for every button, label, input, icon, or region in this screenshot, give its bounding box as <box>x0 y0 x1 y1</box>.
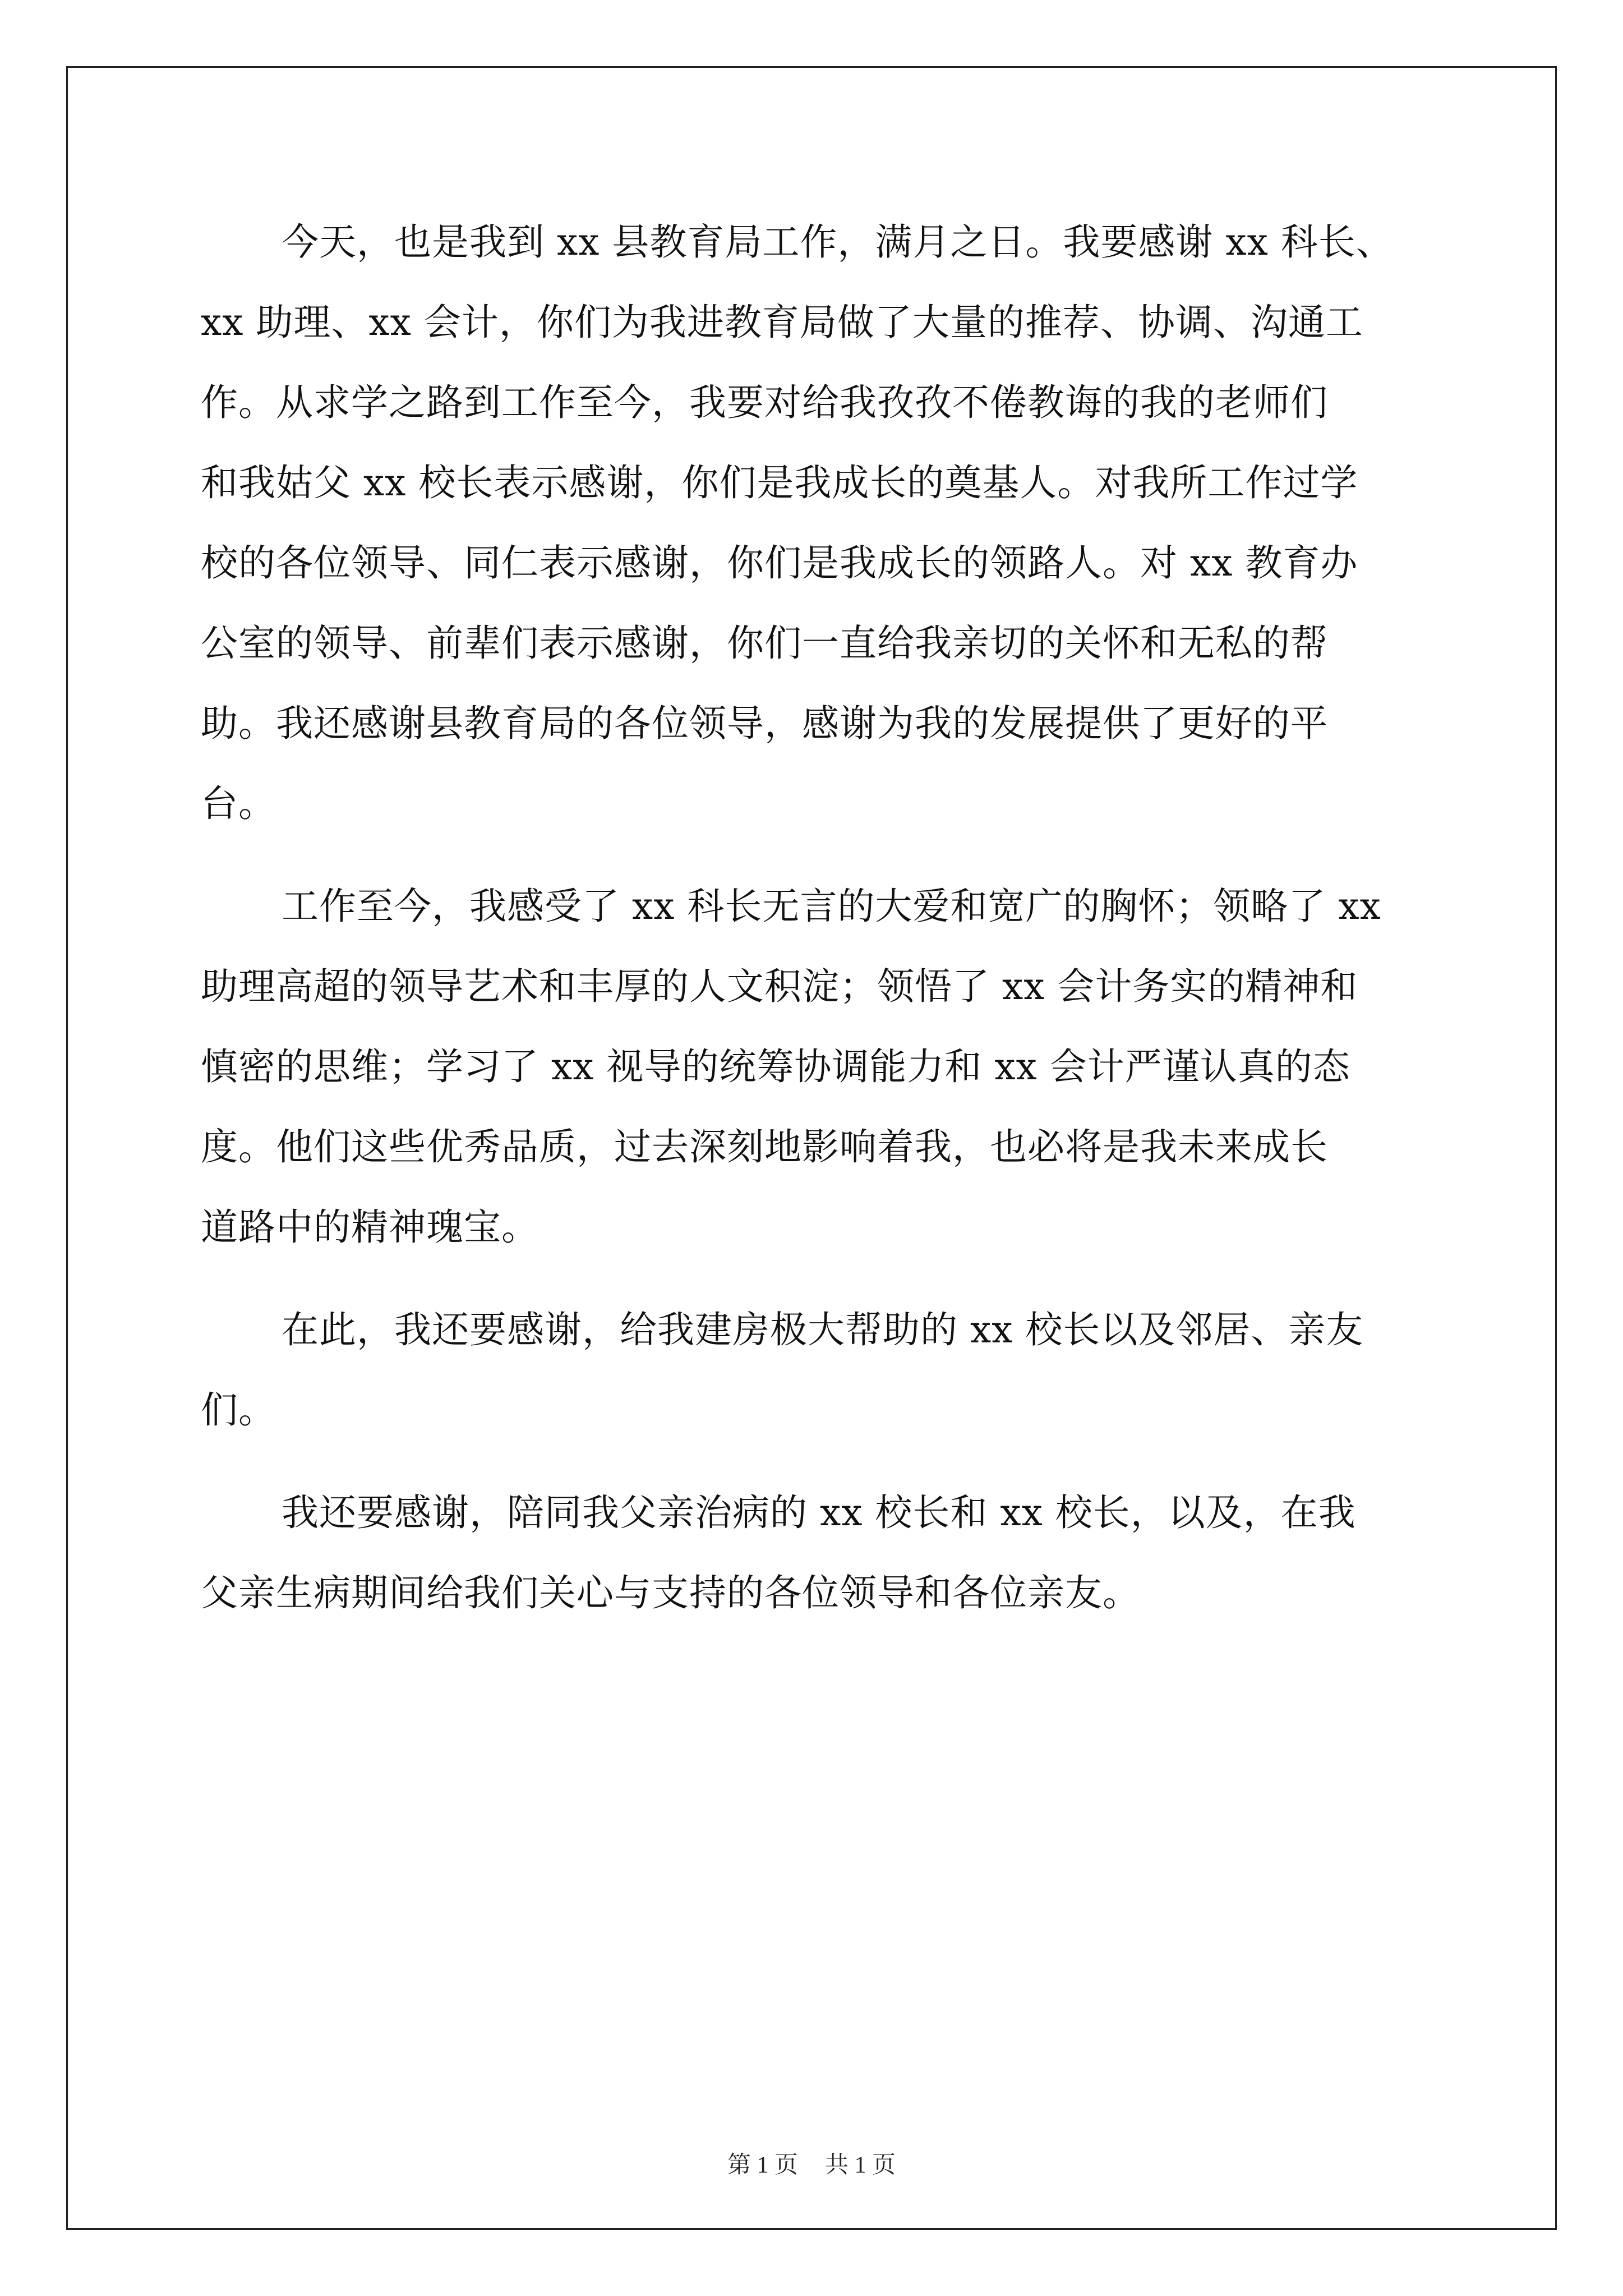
paragraph-2 <box>201 866 1440 1267</box>
text-line: 我还要感谢，陪同我父亲治病的 xx 校长和 xx 校长，以及，在我 <box>282 1491 1356 1534</box>
text-line: 道路中的精神瑰宝。 <box>201 1205 539 1249</box>
text-line: 在此，我还要感谢，给我建房极大帮助的 xx 校长以及邻居、亲友 <box>282 1308 1364 1351</box>
text-line: 度。他们这些优秀品质，过去深刻地影响着我，也必将是我未来成长 <box>201 1125 1328 1168</box>
paragraph-1 <box>201 202 1440 844</box>
text-line: 台。 <box>201 782 276 825</box>
text-line: 慎密的思维；学习了 xx 视导的统筹协调能力和 xx 会计严谨认真的态 <box>201 1045 1350 1088</box>
paragraph-4 <box>201 1473 1440 1633</box>
paragraph-3 <box>201 1290 1440 1450</box>
text-line: 助。我还感谢县教育局的各位领导，感谢为我的发展提供了更好的平 <box>201 702 1328 745</box>
page-number: 第 1 页 <box>727 2152 798 2178</box>
paragraph-spacer <box>201 844 1440 866</box>
text-line: 父亲生病期间给我们关心与支持的各位领导和各位亲友。 <box>201 1571 1140 1614</box>
paragraph-spacer <box>201 1450 1440 1473</box>
document-body <box>201 202 1440 1633</box>
text-line: 今天，也是我到 xx 县教育局工作，满月之日。我要感谢 xx 科长、 <box>282 220 1394 264</box>
text-line: 公室的领导、前辈们表示感谢，你们一直给我亲切的关怀和无私的帮 <box>201 622 1328 665</box>
paragraph-spacer <box>201 1267 1440 1290</box>
text-line: 校的各位领导、同仁表示感谢，你们是我成长的领路人。对 xx 教育办 <box>201 541 1358 585</box>
text-line: 和我姑父 xx 校长表示感谢，你们是我成长的奠基人。对我所工作过学 <box>201 461 1358 504</box>
page-footer <box>0 2148 1623 2182</box>
text-line: 作。从求学之路到工作至今，我要对给我孜孜不倦教诲的我的老师们 <box>201 381 1328 424</box>
text-line: 工作至今，我感受了 xx 科长无言的大爱和宽广的胸怀；领略了 xx <box>282 885 1381 928</box>
page-total: 共 1 页 <box>825 2152 896 2178</box>
text-line: xx 助理、xx 会计，你们为我进教育局做了大量的推荐、协调、沟通工 <box>201 301 1363 344</box>
text-line: 助理高超的领导艺术和丰厚的人文积淀；领悟了 xx 会计务实的精神和 <box>201 965 1358 1008</box>
text-line: 们。 <box>201 1388 276 1432</box>
